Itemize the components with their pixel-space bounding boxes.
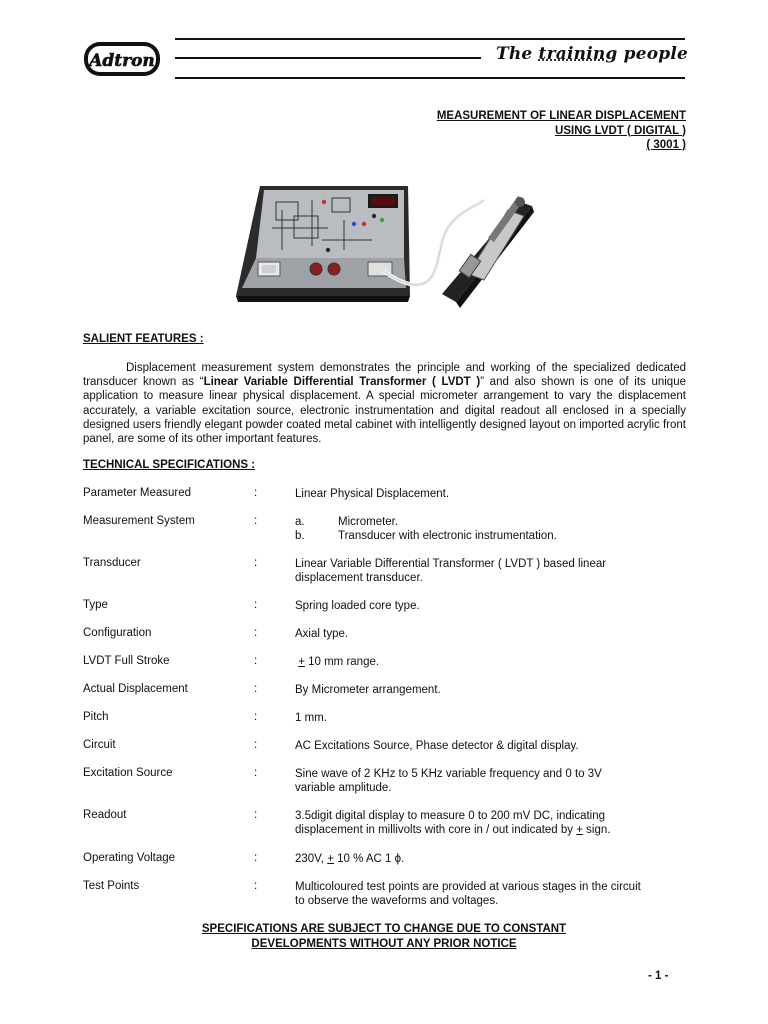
salient-features-heading: SALIENT FEATURES :: [83, 333, 204, 345]
spec-colon: :: [254, 627, 258, 639]
svg-text:Adtron: Adtron: [89, 51, 155, 71]
spec-value: a. Micrometer. b. Transducer with electronic instrumentation.: [295, 516, 557, 542]
spec-label: Configuration: [83, 627, 152, 639]
header-rule-top: [175, 38, 685, 40]
spec-label: Circuit: [83, 739, 116, 751]
product-image: [232, 180, 546, 320]
spec-colon: :: [254, 557, 258, 569]
spec-label: LVDT Full Stroke: [83, 655, 170, 667]
spec-label: Excitation Source: [83, 767, 173, 779]
spec-label: Parameter Measured: [83, 487, 192, 499]
salient-features-paragraph: Displacement measurement system demonstrates the principle and working of the specialized dedicated transducer known as “Linear Variable Differential Transformer ( LVDT )” and also shown is one of its unique application to measure linear physical displacement. A special micrometer arrangement to vary the displacement accurately, a variable excitation source, electronic instrumentation and digital readout all enclosed in a specially designed users friendly elegant powder coated metal cabinet with intelligently designed layout on imported acrylic front panel, are some of its other important features.: [83, 362, 686, 446]
page-number: - 1 -: [648, 970, 669, 982]
spec-colon: :: [254, 767, 258, 779]
spec-label: Operating Voltage: [83, 852, 176, 864]
header-rule-bottom: [175, 77, 685, 79]
spec-value: + 10 mm range.: [298, 656, 380, 668]
spec-value: 230V, + 10 % AC 1 ϕ.: [295, 853, 405, 865]
notice-line-1: SPECIFICATIONS ARE SUBJECT TO CHANGE DUE TO CONSTANT: [201, 923, 567, 935]
spec-colon: :: [254, 880, 258, 892]
spec-value: Linear Variable Differential Transformer ( LVDT ) based linear displacement transducer.: [295, 558, 607, 584]
header-rule-middle: [175, 57, 481, 59]
spec-label: Type: [83, 599, 108, 611]
spec-value: 3.5digit digital display to measure 0 to 200 mV DC, indicating displacement in millivolts with core in / out indicated by + sign.: [295, 810, 611, 836]
notice-line-2: DEVELOPMENTS WITHOUT ANY PRIOR NOTICE: [251, 938, 517, 950]
spec-colon: :: [254, 683, 258, 695]
spec-value: Sine wave of 2 KHz to 5 KHz variable frequency and 0 to 3V variable amplitude.: [295, 768, 602, 794]
spec-label: Transducer: [83, 557, 141, 569]
spec-value: Multicoloured test points are provided at various stages in the circuit to observe the waveforms and voltages.: [295, 881, 641, 907]
technical-specifications-heading: TECHNICAL SPECIFICATIONS :: [83, 459, 256, 471]
spec-colon: :: [254, 809, 258, 821]
change-notice: [0, 922, 768, 952]
spec-label: Pitch: [83, 711, 109, 723]
spec-label: Readout: [83, 809, 127, 821]
spec-value: Linear Physical Displacement.: [295, 488, 450, 500]
adtron-logo: [82, 38, 162, 80]
spec-colon: :: [254, 852, 258, 864]
spec-label: Test Points: [83, 880, 140, 892]
spec-value: Axial type.: [295, 628, 349, 640]
spec-colon: :: [254, 711, 258, 723]
spec-label: Actual Displacement: [83, 683, 188, 695]
spec-label: Measurement System: [83, 515, 195, 527]
spec-value: Spring loaded core type.: [295, 600, 420, 612]
spec-colon: :: [254, 599, 258, 611]
spec-colon: :: [254, 487, 258, 499]
tagline: The training people: [496, 44, 689, 64]
spec-colon: :: [254, 739, 258, 751]
spec-value: AC Excitations Source, Phase detector & digital display.: [295, 740, 579, 752]
spec-colon: :: [254, 655, 258, 667]
spec-value: 1 mm.: [295, 712, 327, 724]
title-line-1: MEASUREMENT OF LINEAR DISPLACEMENT: [436, 110, 686, 122]
spec-value: By Micrometer arrangement.: [295, 684, 441, 696]
title-line-3: ( 3001 ): [646, 139, 686, 151]
document-title: [437, 109, 686, 153]
title-line-2: USING LVDT ( DIGITAL ): [555, 124, 686, 137]
spec-colon: :: [254, 515, 258, 527]
